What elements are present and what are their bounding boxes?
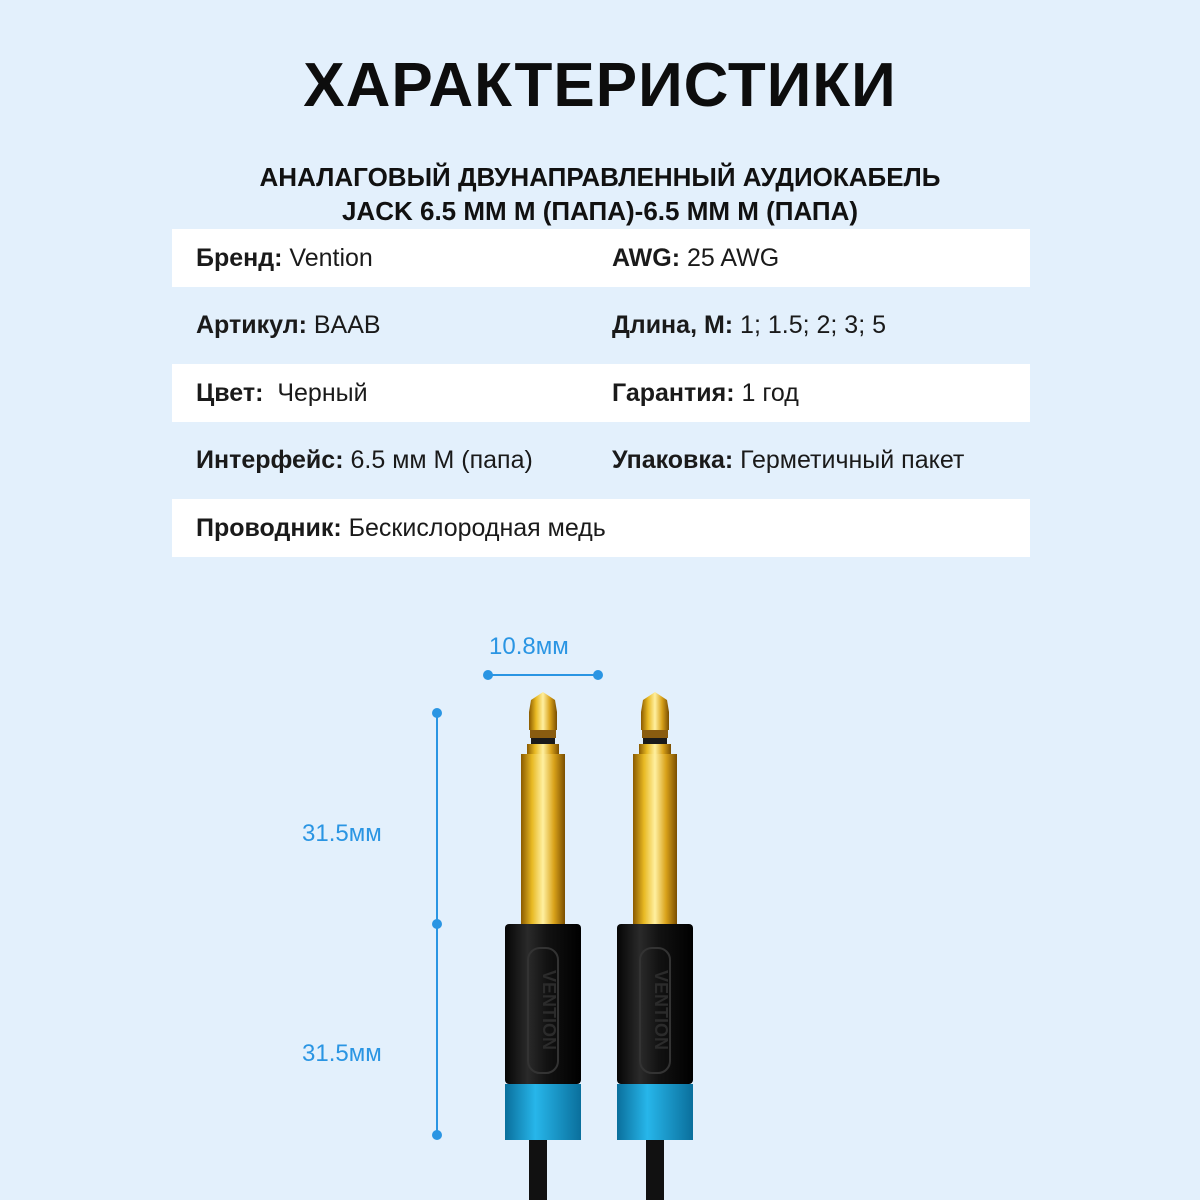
spec-value: 25 AWG	[680, 243, 780, 272]
spec-value: 1 год	[734, 378, 799, 407]
spec-value: Черный	[263, 378, 368, 407]
spec-value: 6.5 мм М (папа)	[343, 446, 533, 474]
spec-key: Гарантия:	[612, 378, 735, 407]
subtitle-line-1: АНАЛАГОВЫЙ ДВУНАПРАВЛЕННЫЙ АУДИОКАБЕЛЬ	[259, 162, 941, 192]
spec-value: Бескислородная медь	[341, 513, 606, 542]
right-jack-plug	[617, 692, 693, 1200]
subtitle-line-2: JACK 6.5 ММ М (ПАПА)-6.5 ММ М (ПАПА)	[341, 196, 859, 226]
height-top-dimension-label: 31.5мм	[302, 820, 382, 847]
left-jack-plug	[505, 692, 581, 1200]
spec-key: AWG:	[612, 243, 681, 272]
brand-mark: VENTION	[539, 969, 559, 1051]
spec-key: Цвет:	[196, 378, 264, 407]
brand-mark: VENTION	[651, 969, 671, 1051]
spec-value: BAAB	[306, 311, 381, 339]
spec-key: Артикул:	[196, 311, 307, 339]
spec-value: Vention	[282, 243, 373, 272]
width-dimension-line	[483, 670, 603, 680]
width-dimension-label: 10.8мм	[489, 633, 569, 660]
page-title: ХАРАКТЕРИСТИКИ	[303, 51, 897, 120]
spec-value: 1; 1.5; 2; 3; 5	[733, 311, 886, 339]
spec-key: Бренд:	[196, 243, 283, 272]
height-bottom-dimension-label: 31.5мм	[302, 1040, 382, 1067]
spec-key: Интерфейс:	[196, 446, 344, 474]
spec-value: Герметичный пакет	[733, 446, 965, 474]
height-dimension-line	[432, 708, 442, 1140]
spec-key: Упаковка:	[612, 446, 734, 474]
spec-key: Проводник:	[196, 513, 342, 542]
spec-key: Длина, М:	[612, 311, 734, 339]
